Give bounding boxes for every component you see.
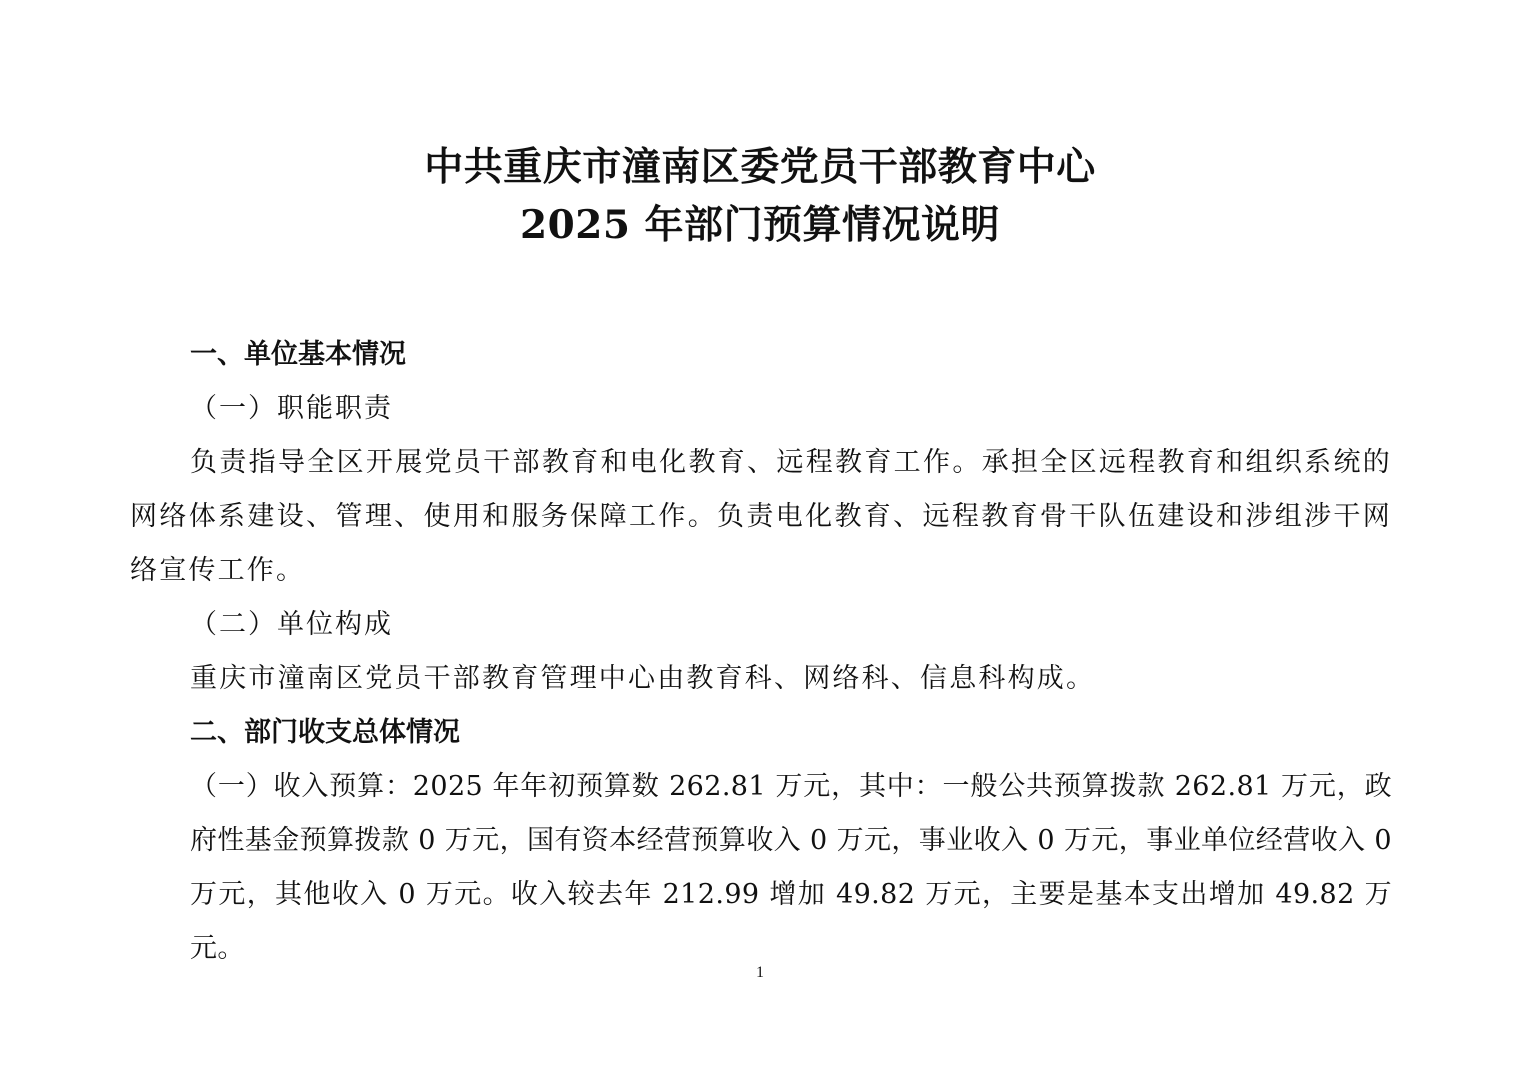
document-body	[130, 328, 1392, 976]
document-title	[0, 138, 1520, 254]
title-line-2: 2025 年部门预算情况说明	[519, 202, 1001, 248]
section-heading-basic-info: 一、单位基本情况	[190, 339, 406, 370]
paragraph-composition: 重庆市潼南区党员干部教育管理中心由教育科、网络科、信息科构成。	[190, 663, 1096, 694]
paragraph-duties: 负责指导全区开展党员干部教育和电化教育、远程教育工作。承担全区远程教育和组织系统的网络体系建设、管理、使用和服务保障工作。负责电化教育、远程教育骨干队伍建设和涉组涉干网络宣传工作。	[130, 447, 1392, 586]
subheading-duties: （一）职能职责	[190, 393, 393, 424]
subheading-composition: （二）单位构成	[190, 609, 393, 640]
section-heading-budget-overview: 二、部门收支总体情况	[190, 717, 460, 748]
page-number: 1	[756, 964, 764, 981]
title-line-1: 中共重庆市潼南区委党员干部教育中心	[424, 144, 1096, 190]
paragraph-income-budget: （一）收入预算：2025 年年初预算数 262.81 万元，其中：一般公共预算拨款 262.81 万元，政府性基金预算拨款 0 万元，国有资本经营预算收入 0 万元，事业收入 0 万元，事业单位经营收入 0 万元，其他收入 0 万元。收入较去年 212.99 增加 49.82 万元，主要是基本支出增加 49.82 万元。	[190, 771, 1392, 964]
